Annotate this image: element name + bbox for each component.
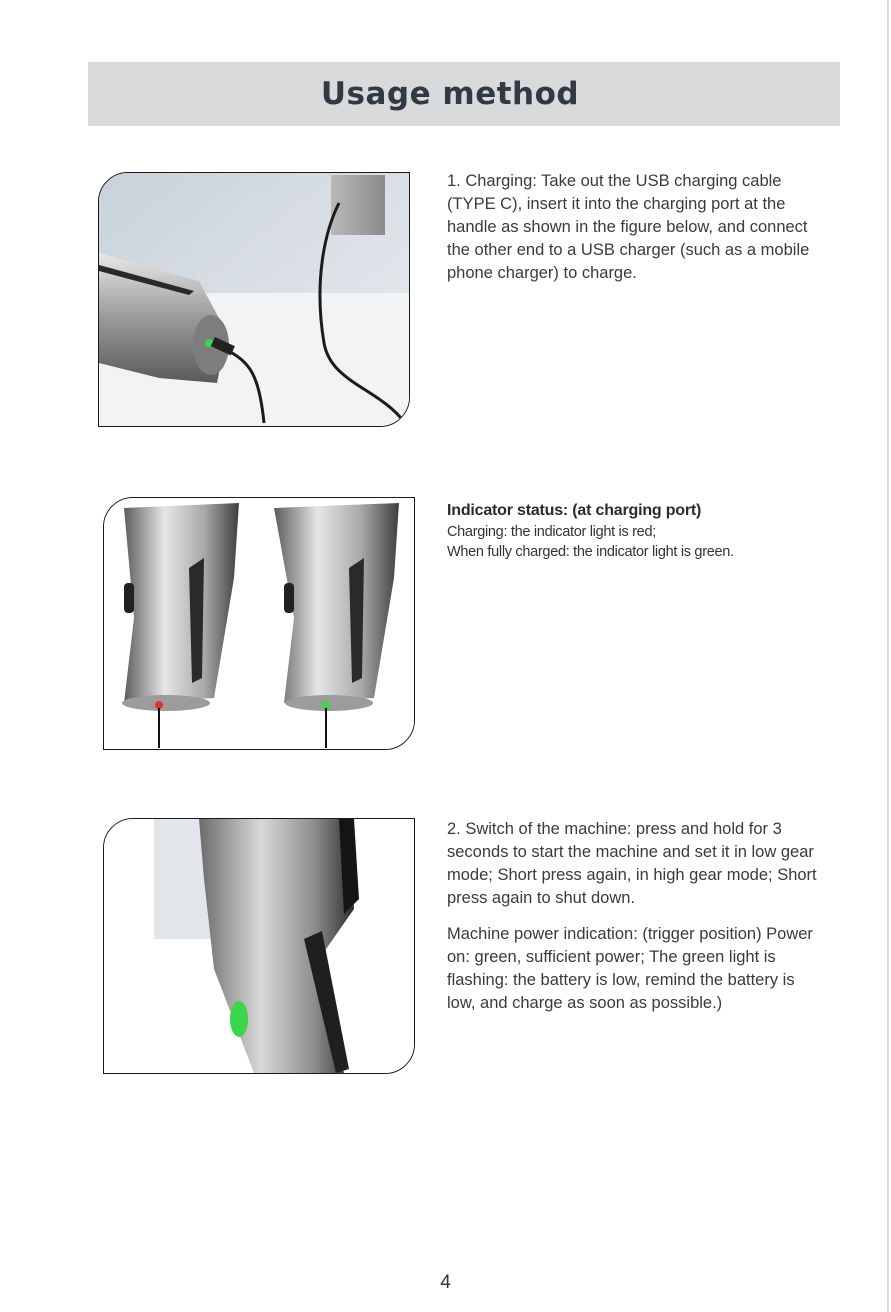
indicator-full-line: When fully charged: the indicator light is green. [447, 544, 734, 560]
switch-instructions [447, 818, 827, 1015]
page-number: 4 [440, 1272, 451, 1293]
section-header [88, 62, 840, 126]
charging-instructions [447, 170, 827, 285]
charging-text: 1. Charging: Take out the USB charging cable (TYPE C), insert it into the charging port at the handle as shown in the figure below, and connect the other end to a USB charger (such as a mobile phone charger) to charge. [447, 172, 810, 282]
power-indication-text: Machine power indication: (trigger position) Power on: green, sufficient power; The green light is flashing: the battery is low, remind the battery is low, and charge as soon as possible.) [447, 925, 813, 1012]
indicator-charging-line: Charging: the indicator light is red; [447, 524, 656, 540]
page-title: Usage method [320, 76, 580, 112]
switch-text: 2. Switch of the machine: press and hold for 3 seconds to start the machine and set it in low gear mode; Short press again, in high gear mode; Short press again to shut down. [447, 820, 817, 907]
page-edge [887, 0, 889, 1312]
charging-cable-photo [98, 172, 410, 427]
machine-switch-photo [103, 818, 415, 1074]
indicator-heading: Indicator status: (at charging port) [447, 502, 702, 519]
indicator-status-photo [103, 497, 415, 750]
indicator-status-block [447, 500, 847, 562]
